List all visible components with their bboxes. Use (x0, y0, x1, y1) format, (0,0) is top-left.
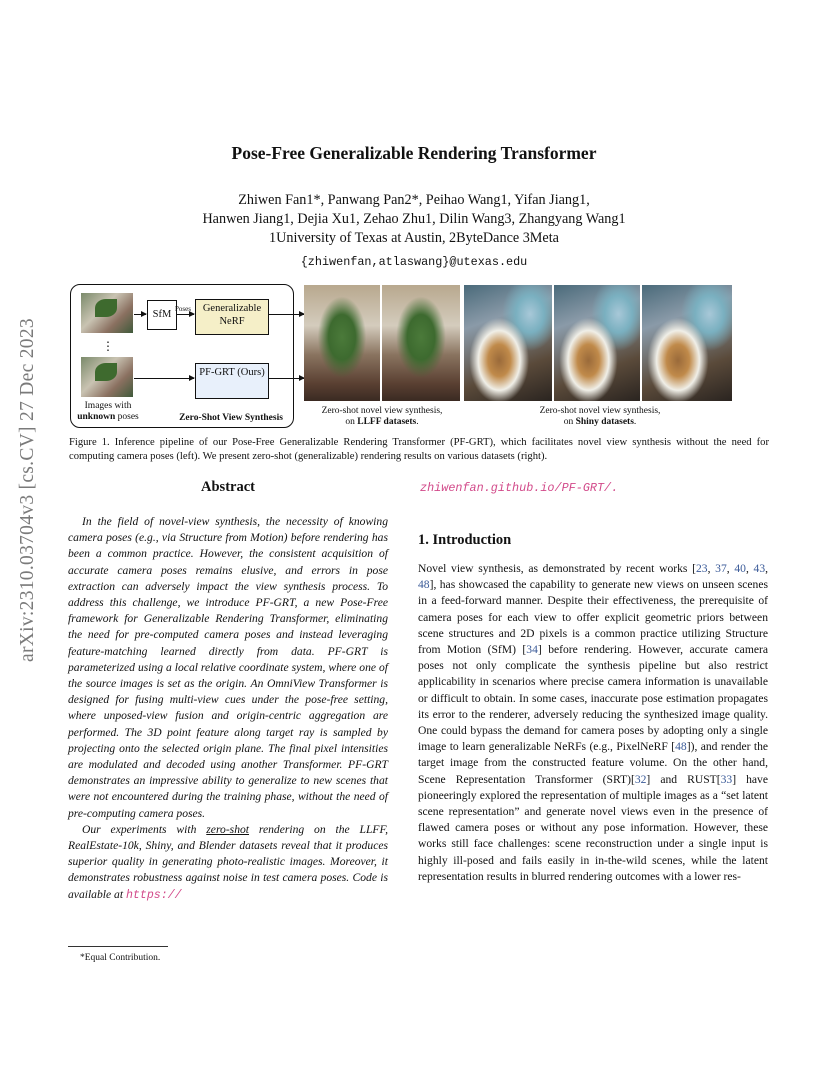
generalizable-nerf-box: Generalizable NeRF (195, 299, 269, 335)
pf-grt-box: PF-GRT (Ours) (195, 363, 269, 399)
input-image-thumbnail-1 (81, 293, 133, 333)
paper-title: Pose-Free Generalizable Rendering Transformer (231, 143, 597, 163)
sfm-box: SfM (147, 300, 177, 330)
citation-23[interactable]: 23 (695, 562, 708, 575)
affiliations: 1University of Texas at Austin, 2ByteDance 3Meta (269, 230, 559, 246)
images-unknown-poses-label: Images with unknown poses (77, 401, 139, 422)
arrow-to-nerf (176, 314, 194, 315)
zero-shot-label: Zero-Shot View Synthesis (179, 413, 283, 423)
shiny-result-image-2 (554, 285, 640, 401)
shiny-result-image-3 (642, 285, 732, 401)
arrow-out-pfgrt (268, 378, 304, 379)
zero-shot-term: zero-shot (206, 822, 250, 836)
arxiv-identifier: arXiv:2310.03704v3 [cs.CV] 27 Dec 2023 (17, 318, 38, 662)
citation-33[interactable]: 33 (720, 772, 733, 786)
figure-caption: Figure 1. Inference pipeline of our Pose-Free Generalizable Rendering Transformer (PF-GRT), which facilitates novel view synthesis without the need for computing camera poses (left). We present zero-shot (generalizable) rendering results on various datasets (right). (69, 437, 769, 462)
shiny-result-image-1 (464, 285, 552, 401)
introduction-paragraph: Novel view synthesis, as demonstrated by recent works [23, 37, 40, 43, 48], has showcased the capability to generate new views on unseen scenes in a feed-forward manner. Despite their effectiveness, the prerequisite of camera poses for each view to offer explicit geometric priors between scene structures and 2D pixels is a common practice utilizing Structure from Motion (SfM) [34] before rendering. However, accurate camera poses not only complicate the synthesis pipeline but also restrict applicability in scenarios where precise camera information is unavailable or difficult to obtain. In some cases, inaccurate pose estimation propagates its error to the renderer, adversely reducing the synthesized image quality. One could bypass the demand for camera poses by adopting only a single image to learn generalizable NeRFs (e.g., PixelNeRF [48]), and render the target image from the constructed feature volume. On the other hand, Scene Representation Transformer (SRT)[32] and RUST[33] have pioneeringly explored the representation of multiple images as a “set latent scene representation” and generate novel views even in the presence of flawed camera poses or without any pose information. However, these works still face challenges: scene reconstruction under a single input is highly ill-posed and fails easily in in-the-wild scenes, while the latent representation results in blurred rendering outcomes with a lower res- (418, 562, 769, 883)
citation-48-pixelnerf[interactable]: 48 (675, 740, 687, 754)
abstract-heading: Abstract (201, 479, 255, 495)
author-email: {zhiwenfan,atlaswang}@utexas.edu (300, 255, 528, 269)
footnote-equal-contribution: *Equal Contribution. (80, 953, 161, 963)
citation-40[interactable]: 40 (734, 562, 746, 575)
arxiv-sidebar (8, 280, 48, 700)
citation-37[interactable]: 37 (715, 562, 727, 575)
llff-result-image-1 (304, 285, 380, 401)
introduction-body (418, 561, 768, 885)
llff-caption: Zero-shot novel view synthesis, on LLFF datasets. (321, 406, 443, 427)
citation-43[interactable]: 43 (753, 562, 766, 575)
introduction-heading: 1. Introduction (418, 532, 512, 548)
authors-line-2: Hanwen Jiang1, Dejia Xu1, Zehao Zhu1, Dilin Wang3, Zhangyang Wang1 (202, 211, 626, 227)
authors-line-1: Zhiwen Fan1*, Panwang Pan2*, Peihao Wang1, Yifan Jiang1, (238, 192, 590, 208)
abstract-body (68, 514, 388, 904)
abstract-paragraph-1: In the field of novel-view synthesis, the necessity of knowing camera poses (e.g., via Structure from Motion) before rendering has been a common practice. However, the consistent acquisition of accurate camera poses remains elusive, and errors in pose extraction can adversely impact the view synthesis process. To address this challenge, we introduce PF-GRT, a new Pose-Free framework for Generalizable Rendering Transformer, eliminating the need for pre-computed camera poses and instead leveraging feature-matching learned directly from data. PF-GRT is parameterized using a local relative coordinate system, where one of the source images is set as the origin. An OmniView Transformer is designed for fusing multi-view cues under the pose-free setting, where unposed-view fusion and origin-centric aggregation are performed. The 3D point feature along target ray is sampled by projecting onto the selected origin plane. The final pixel intensities are modulated and decoded using another Transformer. PF-GRT demonstrates an impressive ability to generalize to new scenes that were not encountered during the training phase, without the need of pre-computing camera poses. (68, 515, 388, 820)
author-list (0, 191, 828, 248)
pipeline-diagram (70, 284, 294, 428)
code-link-part-1[interactable]: https:// (125, 888, 182, 902)
citation-48[interactable]: 48 (418, 578, 430, 592)
arrow-out-nerf (268, 314, 304, 315)
ellipsis-dots: ⋮ (102, 339, 114, 353)
poses-label: Poses (175, 305, 191, 313)
footnote-rule (68, 946, 168, 947)
arrow-to-sfm (134, 314, 146, 315)
input-image-thumbnail-2 (81, 357, 133, 397)
shiny-caption: Zero-shot novel view synthesis, on Shiny datasets. (539, 406, 661, 427)
llff-result-image-2 (382, 285, 460, 401)
code-link-part-2[interactable]: zhiwenfan.github.io/PF-GRT/. (420, 481, 619, 495)
citation-34[interactable]: 34 (526, 643, 538, 657)
arrow-to-pfgrt (134, 378, 194, 379)
abstract-paragraph-2: Our experiments with zero-shot rendering on the LLFF, RealEstate-10k, Shiny, and Blender datasets reveal that it produces superior quality in generating photo-realistic images. Moreover, it demonstrates robustness against noise in test camera poses. Code is available at https:// (68, 822, 388, 902)
citation-32[interactable]: 32 (634, 772, 647, 786)
